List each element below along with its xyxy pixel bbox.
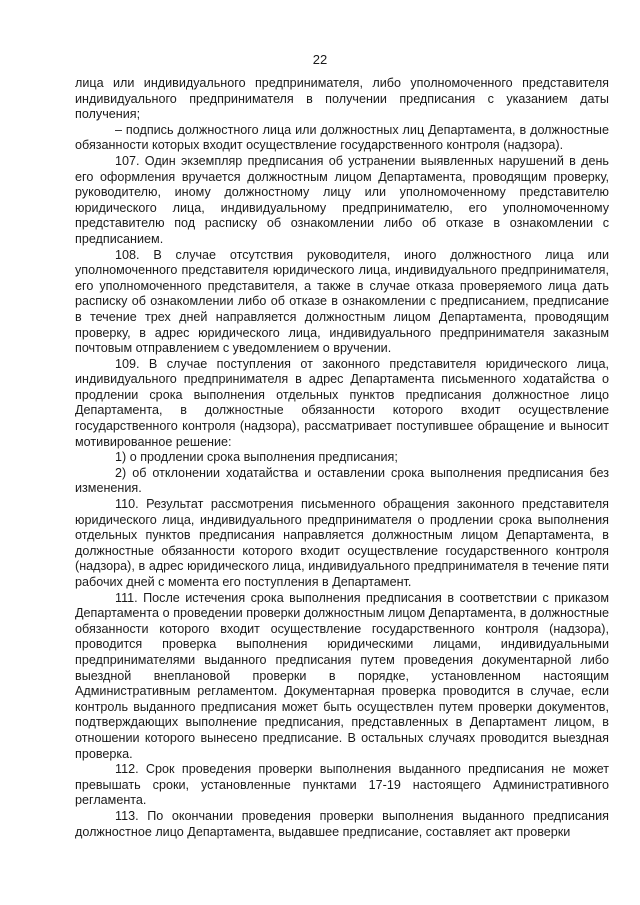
paragraph-112: 112. Срок проведения проверки выполнения выданного предписания не может превышать сроки, установленные пунктами 17-19 настоящего Административного регламента. [75,762,609,808]
paragraph-signature-item: – подпись должностного лица или должностных лиц Департамента, в должностные обязанности которых входит осуществление государственного контроля (надзора). [75,122,609,153]
paragraph-108: 108. В случае отсутствия руководителя, иного должностного лица или уполномоченного представителя юридического лица, индивидуального предпринимателя, его уполномоченного представителя, а также в случае отказа проверяемого лица дать расписку об ознакомлении либо об отказе в ознакомлении с предписанием, предписание в течение трех дней направляется должностным лицом Департамента, проводящим проверку, в адрес юридического лица, индивидуального предпринимателя заказным почтовым отправлением с уведомлением о вручении. [75,247,609,356]
paragraph-113: 113. По окончании проведения проверки выполнения выданного предписания должностное лицо Департамента, выдавшее предписание, составляет акт проверки [75,808,609,839]
document-body [75,76,609,840]
paragraph-109: 109. В случае поступления от законного представителя юридического лица, индивидуального предпринимателя в адрес Департамента письменного ходатайства о продлении срока выполнения отдельных пунктов предписания должностное лицо Департамента, в должностные обязанности которого входит осуществление государственного контроля (надзора), рассматривает поступившее обращение и выносит мотивированное решение: [75,356,609,449]
paragraph-continuation: лица или индивидуального предпринимателя, либо уполномоченного представителя индивидуального предпринимателя в получении предписания с указанием даты получения; [75,76,609,122]
paragraph-110: 110. Результат рассмотрения письменного обращения законного представителя юридического лица, индивидуального предпринимателя о продлении срока выполнения отдельных пунктов предписания направляется должностным лицом Департамента, в должностные обязанности которого входит осуществление государственного контроля (надзора), в адрес юридического лица, индивидуального предпринимателя в течение пяти рабочих дней с момента его поступления в Департамент. [75,497,609,589]
paragraph-109-item-2: 2) об отклонении ходатайства и оставлении срока выполнения предписания без изменения. [75,465,609,496]
paragraph-109-item-1: 1) о продлении срока выполнения предписания; [115,450,398,465]
paragraph-107: 107. Один экземпляр предписания об устранении выявленных нарушений в день его оформления вручается должностным лицом Департамента, проводящим проверку, руководителю, иному должностному лицу или уполномоченному представителю юридического лица, индивидуальному предпринимателю, его уполномоченному представителю под расписку об ознакомлении либо об отказе в ознакомлении с предписанием. [75,153,609,246]
paragraph-111: 111. После истечения срока выполнения предписания в соответствии с приказом Департамента о проведении проверки должностным лицом Департамента, в должностные обязанности которого входит осуществление государственного контроля (надзора), проводится проверка выполнения юридическими лицами, индивидуальными предпринимателями выданного предписания путем проведения документарной либо выездной внеплановой проверки в порядке, установленном настоящим Административным регламентом. Документарная проверка проводится в случае, если контроль выданного предписания может быть осуществлен путем проверки документов, подтверждающих выполнение предписания, представленных в Департамент лицом, в отношении которого вынесено предписание. В остальных случаях проводится выездная проверка. [75,590,609,761]
page-number: 22 [312,52,328,67]
